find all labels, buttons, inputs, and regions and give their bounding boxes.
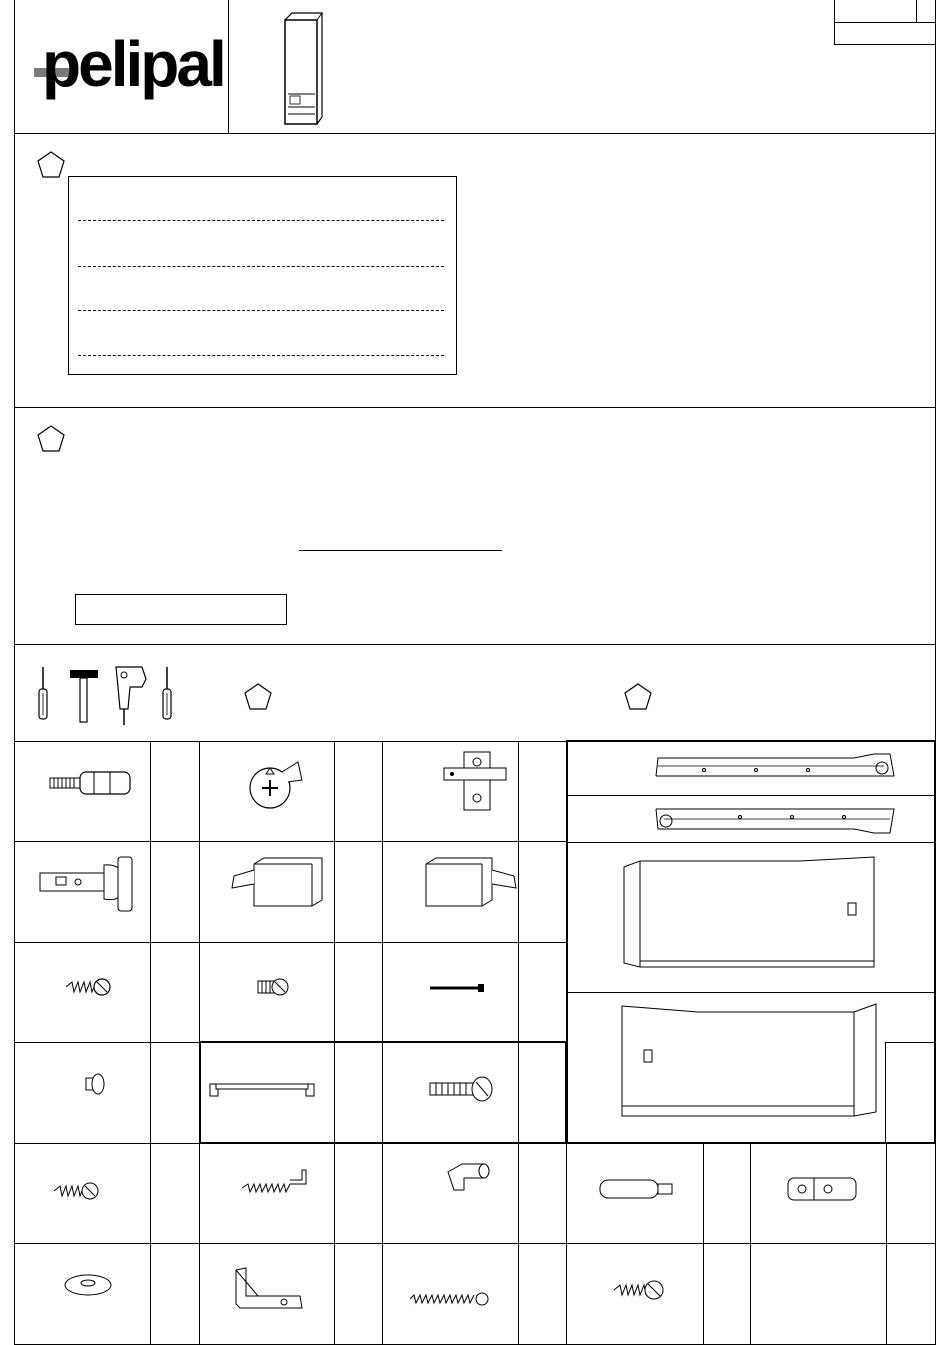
long-screw-icon	[408, 1290, 490, 1308]
angle-bracket-icon	[230, 1266, 306, 1314]
info-underline	[299, 550, 502, 551]
grid-line	[886, 1143, 887, 1344]
drawer-runner-left-icon	[654, 805, 898, 835]
shelf-support-icon	[84, 1072, 106, 1096]
cam-lock-icon	[248, 760, 304, 810]
grid-line	[14, 841, 566, 842]
drawer-bracket-right-icon	[424, 856, 520, 908]
grid-line	[566, 1143, 567, 1344]
hinge-plate-icon	[442, 750, 508, 812]
screwdriver-icon	[36, 667, 50, 723]
info-box	[75, 594, 287, 625]
header-bottom-line	[14, 133, 936, 134]
dowel-icon	[596, 1178, 680, 1200]
drawer-bracket-left-icon	[228, 856, 324, 908]
notes-line	[78, 355, 444, 356]
drawer-runner-right-icon	[654, 752, 898, 782]
section-divider	[14, 407, 936, 408]
grid-line	[703, 1143, 704, 1344]
logo-wordmark: pelipal	[42, 28, 224, 100]
grid-line	[885, 1042, 936, 1043]
wood-screw-icon	[64, 976, 110, 998]
grid-line	[750, 1143, 751, 1344]
drawer-side-left-icon	[620, 855, 876, 973]
grid-line	[566, 842, 936, 843]
grid-line	[566, 795, 936, 796]
pentagon-icon	[36, 151, 66, 179]
pentagon-icon	[36, 425, 66, 453]
drill-icon	[112, 665, 148, 727]
short-screw-icon	[256, 976, 290, 998]
hinge-block-icon	[784, 1174, 860, 1204]
pentagon-icon	[623, 683, 653, 711]
notes-line	[78, 310, 444, 311]
header-divider	[228, 0, 229, 133]
shelf-clip-icon	[444, 1160, 490, 1194]
grid-line	[14, 942, 566, 943]
hammer-icon	[68, 670, 100, 724]
tall-cabinet-icon	[284, 12, 322, 126]
screw-icon	[52, 1180, 98, 1202]
connector-bolt-icon	[48, 770, 134, 798]
screw-icon	[612, 1278, 664, 1302]
cup-hinge-icon	[38, 855, 134, 913]
notes-box	[68, 176, 457, 375]
drawer-side-right-icon	[618, 1000, 880, 1118]
notes-line	[78, 266, 444, 267]
page-number-box-divider	[834, 22, 936, 23]
handle-bar-icon	[208, 1080, 318, 1100]
section-divider	[14, 644, 936, 645]
pentagon-icon	[243, 683, 273, 711]
grid-line	[885, 1042, 886, 1143]
brand-logo	[30, 28, 224, 110]
washer-icon	[62, 1272, 114, 1298]
screwdriver-icon	[160, 667, 174, 723]
page-number-box-split	[916, 0, 917, 22]
grid-line	[566, 992, 936, 993]
grid-line	[14, 1243, 936, 1244]
hook-screw-icon	[240, 1166, 312, 1196]
pin-nail-icon	[428, 982, 488, 994]
notes-line	[78, 220, 444, 221]
handle-bolt-icon	[428, 1076, 496, 1102]
